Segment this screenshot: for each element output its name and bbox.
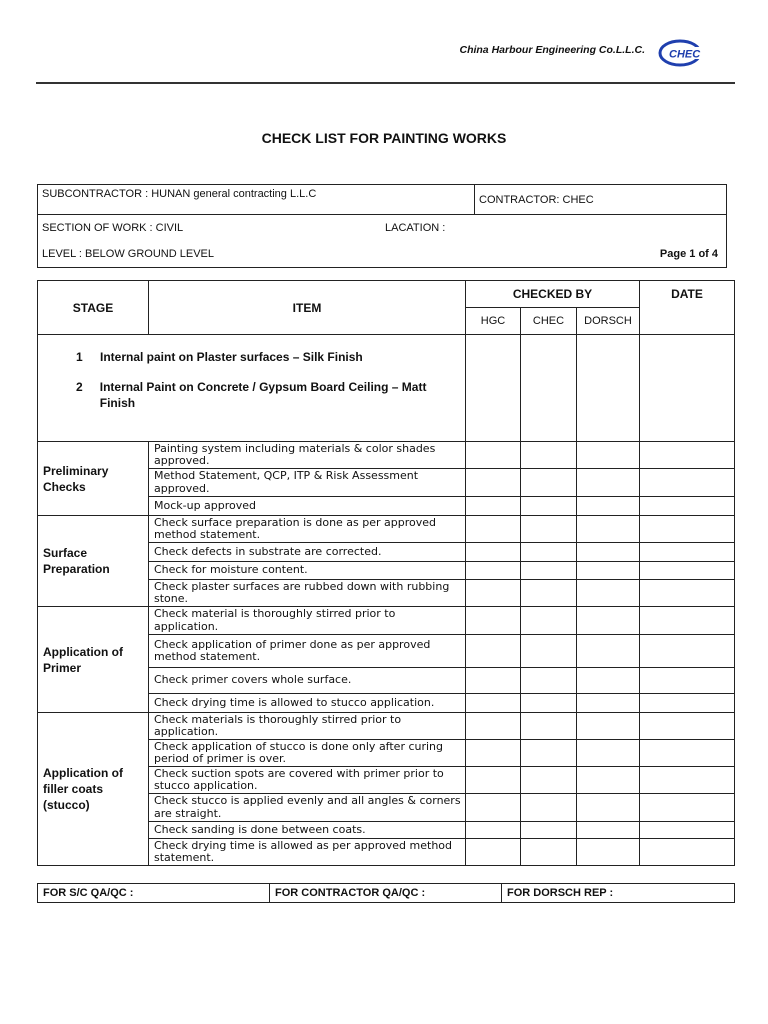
chec-cell[interactable] [521,713,577,740]
hgc-cell[interactable] [466,497,521,516]
item-text: Check primer covers whole surface. [149,668,466,694]
table-row [38,607,735,635]
date-cell[interactable] [640,767,735,794]
chec-cell[interactable] [521,442,577,469]
date-cell[interactable] [640,713,735,740]
contractor-qaqc-signoff[interactable]: FOR CONTRACTOR QA/QC : [270,884,502,903]
date-cell[interactable] [640,822,735,839]
chec-cell[interactable] [521,635,577,668]
dorsch-cell[interactable] [577,607,640,635]
hgc-cell[interactable] [466,635,521,668]
date-cell[interactable] [640,694,735,713]
hgc-cell[interactable] [466,740,521,767]
hgc-cell[interactable] [466,335,521,442]
dorsch-cell[interactable] [577,516,640,543]
dorsch-cell[interactable] [577,822,640,839]
item-text: Check suction spots are covered with primer prior to stucco application. [149,767,466,794]
item-text: Check stucco is applied evenly and all angles & corners are straight. [149,794,466,822]
company-name: China Harbour Engineering Co.L.L.C. [459,44,645,56]
page-number: Page 1 of 4 [659,248,718,260]
level-field: LEVEL : BELOW GROUND LEVEL [42,248,214,260]
hgc-header: HGC [466,308,521,335]
stage-header: STAGE [38,281,149,335]
item-text: Check materials is thoroughly stirred prior to application. [149,713,466,740]
dorsch-cell[interactable] [577,335,640,442]
dorsch-cell[interactable] [577,543,640,562]
dorsch-cell[interactable] [577,740,640,767]
date-cell[interactable] [640,442,735,469]
chec-cell[interactable] [521,497,577,516]
chec-cell[interactable] [521,839,577,866]
item-header: ITEM [149,281,466,335]
chec-cell[interactable] [521,543,577,562]
dorsch-cell[interactable] [577,713,640,740]
dorsch-cell[interactable] [577,839,640,866]
scope-row [38,335,735,442]
stage-primer: Application of Primer [38,607,149,713]
chec-cell[interactable] [521,607,577,635]
item-text: Mock-up approved [149,497,466,516]
hgc-cell[interactable] [466,767,521,794]
hgc-cell[interactable] [466,469,521,497]
hgc-cell[interactable] [466,822,521,839]
item-text: Check material is thoroughly stirred prior to application. [149,607,466,635]
hgc-cell[interactable] [466,694,521,713]
chec-cell[interactable] [521,794,577,822]
item-text: Check application of stucco is done only after curing period of primer is over. [149,740,466,767]
chec-logo [658,38,708,68]
date-cell[interactable] [640,740,735,767]
item-text: Check application of primer done as per approved method statement. [149,635,466,668]
section-row [38,215,727,242]
chec-cell[interactable] [521,668,577,694]
dorsch-cell[interactable] [577,767,640,794]
dorsch-cell[interactable] [577,442,640,469]
logo-text: CHEC [669,48,701,61]
hgc-cell[interactable] [466,442,521,469]
item-text: Check defects in substrate are corrected. [149,543,466,562]
stage-filler-coats: Application of filler coats (stucco) [38,713,149,866]
item-text: Painting system including materials & color shades approved. [149,442,466,469]
scope-cell [38,335,466,442]
item-text: Check sanding is done between coats. [149,822,466,839]
hgc-cell[interactable] [466,516,521,543]
table-row [38,713,735,740]
location-field: LACATION : [385,222,446,234]
scope-item-1: 1 Internal paint on Plaster surfaces – Silk Finish [76,350,363,364]
dorsch-cell[interactable] [577,497,640,516]
dorsch-cell[interactable] [577,694,640,713]
hgc-cell[interactable] [466,713,521,740]
chec-cell[interactable] [521,694,577,713]
chec-cell[interactable] [521,469,577,497]
dorsch-cell[interactable] [577,668,640,694]
item-text: Check plaster surfaces are rubbed down with rubbing stone. [149,580,466,607]
item-text: Check drying time is allowed as per approved method statement. [149,839,466,866]
date-cell[interactable] [640,839,735,866]
signoff-table [37,883,735,903]
dorsch-cell[interactable] [577,794,640,822]
chec-cell[interactable] [521,562,577,580]
date-cell[interactable] [640,635,735,668]
page-title: CHECK LIST FOR PAINTING WORKS [261,130,507,146]
scope-item-2: 2 Internal Paint on Concrete / Gypsum Board Ceiling – Matt Finish [76,380,427,410]
dorsch-header: DORSCH [577,308,640,335]
chec-cell[interactable] [521,740,577,767]
chec-cell[interactable] [521,822,577,839]
table-row [38,516,735,543]
chec-cell[interactable] [521,335,577,442]
stage-surface-preparation: Surface Preparation [38,516,149,607]
chec-cell[interactable] [521,580,577,607]
date-cell[interactable] [640,668,735,694]
item-text: Method Statement, QCP, ITP & Risk Assessment approved. [149,469,466,497]
subcontractor-field: SUBCONTRACTOR : HUNAN general contracting L.L.C [38,185,475,215]
contractor-field: CONTRACTOR: CHEC [475,185,727,215]
date-header: DATE [640,281,735,335]
checked-by-header: CHECKED BY [466,281,640,308]
hgc-cell[interactable] [466,839,521,866]
date-cell[interactable] [640,794,735,822]
item-text: Check drying time is allowed to stucco application. [149,694,466,713]
section-field: SECTION OF WORK : CIVIL [42,222,184,234]
dorsch-cell[interactable] [577,580,640,607]
hgc-cell[interactable] [466,580,521,607]
level-row [38,241,727,268]
item-text: Check surface preparation is done as per approved method statement. [149,516,466,543]
info-table [37,184,727,268]
date-cell[interactable] [640,335,735,442]
hgc-cell[interactable] [466,562,521,580]
hgc-cell[interactable] [466,668,521,694]
date-cell[interactable] [640,607,735,635]
date-cell[interactable] [640,580,735,607]
checklist-table [37,280,735,866]
dorsch-cell[interactable] [577,635,640,668]
dorsch-cell[interactable] [577,562,640,580]
stage-preliminary: Preliminary Checks [38,442,149,516]
hgc-cell[interactable] [466,794,521,822]
date-cell[interactable] [640,469,735,497]
dorsch-rep-signoff[interactable]: FOR DORSCH REP : [502,884,735,903]
dorsch-cell[interactable] [577,469,640,497]
hgc-cell[interactable] [466,543,521,562]
date-cell[interactable] [640,562,735,580]
table-row [38,442,735,469]
date-cell[interactable] [640,516,735,543]
chec-header: CHEC [521,308,577,335]
sc-qaqc-signoff[interactable]: FOR S/C QA/QC : [38,884,270,903]
chec-cell[interactable] [521,516,577,543]
date-cell[interactable] [640,543,735,562]
header-rule [36,82,735,84]
date-cell[interactable] [640,497,735,516]
chec-cell[interactable] [521,767,577,794]
item-text: Check for moisture content. [149,562,466,580]
hgc-cell[interactable] [466,607,521,635]
